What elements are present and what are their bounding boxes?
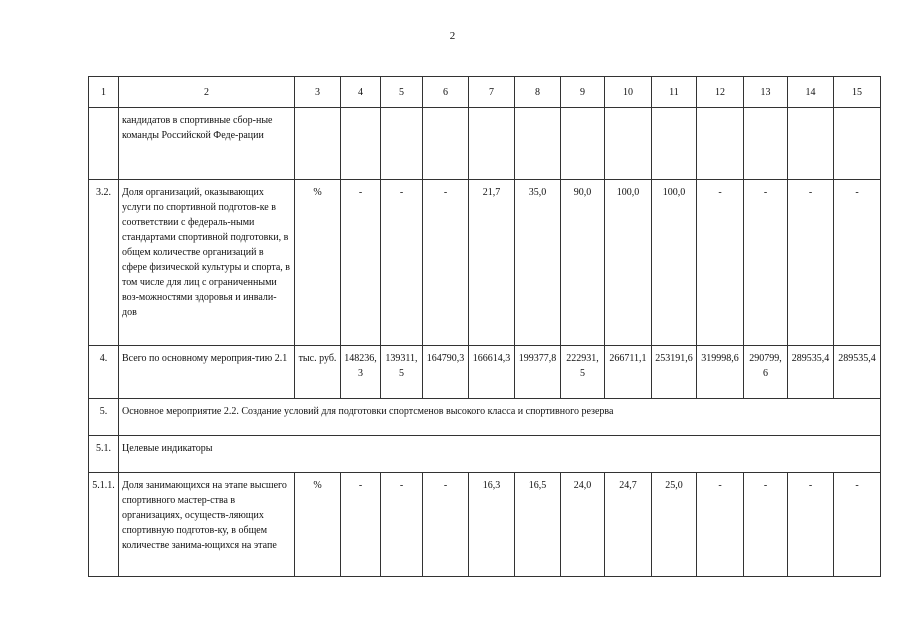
row-code-cell: 3.2. xyxy=(89,180,119,346)
unit-cell: тыс. руб. xyxy=(295,346,341,399)
table-row xyxy=(89,108,881,180)
value-cell: - xyxy=(788,473,834,577)
value-cell: - xyxy=(381,180,423,346)
value-cell: - xyxy=(834,180,881,346)
section-title-cell: Целевые индикаторы xyxy=(119,436,881,473)
column-number-cell: 8 xyxy=(515,77,561,108)
table-row xyxy=(89,399,881,436)
value-cell: 289535,4 xyxy=(788,346,834,399)
value-cell: - xyxy=(381,473,423,577)
column-number-cell: 10 xyxy=(605,77,652,108)
indicators-table xyxy=(88,76,881,577)
value-cell: 166614,3 xyxy=(469,346,515,399)
column-number-cell: 9 xyxy=(561,77,605,108)
indicator-name-cell: Доля занимающихся на этапе высшего спортивного мастер-ства в организациях, осуществ-ляющих спортивную подготов-ку, в общем количестве занима-ющихся на этапе xyxy=(119,473,295,577)
column-number-cell: 1 xyxy=(89,77,119,108)
table-row xyxy=(89,346,881,399)
unit-cell: % xyxy=(295,473,341,577)
unit-cell: % xyxy=(295,180,341,346)
value-cell: 199377,8 xyxy=(515,346,561,399)
value-cell: - xyxy=(697,180,744,346)
column-number-cell: 15 xyxy=(834,77,881,108)
value-cell xyxy=(423,108,469,180)
value-cell xyxy=(515,108,561,180)
value-cell xyxy=(652,108,697,180)
value-cell: 24,0 xyxy=(561,473,605,577)
value-cell: 139311,5 xyxy=(381,346,423,399)
value-cell xyxy=(744,108,788,180)
table-row xyxy=(89,436,881,473)
indicator-name-cell: Всего по основному мероприя-тию 2.1 xyxy=(119,346,295,399)
value-cell xyxy=(341,108,381,180)
indicator-name-cell: кандидатов в спортивные сбор-ные команды Российской Феде-рации xyxy=(119,108,295,180)
value-cell: 16,3 xyxy=(469,473,515,577)
value-cell: - xyxy=(423,180,469,346)
value-cell: - xyxy=(744,473,788,577)
row-code-cell: 5. xyxy=(89,399,119,436)
unit-cell xyxy=(295,108,341,180)
value-cell xyxy=(834,108,881,180)
value-cell xyxy=(561,108,605,180)
indicator-name-cell: Доля организаций, оказывающих услуги по спортивной подготов-ке в соответствии с федераль-ными стандартами спортивной подготовки, в общем количестве организаций в сфере физической культуры и спорта, в том числе для лиц с ограниченными воз-можностями здоровья и инвали-дов xyxy=(119,180,295,346)
value-cell xyxy=(697,108,744,180)
value-cell: 100,0 xyxy=(605,180,652,346)
section-title-cell: Основное мероприятие 2.2. Создание условий для подготовки спортсменов высокого класса и спортивного резерва xyxy=(119,399,881,436)
value-cell: 319998,6 xyxy=(697,346,744,399)
value-cell: 289535,4 xyxy=(834,346,881,399)
value-cell: 266711,1 xyxy=(605,346,652,399)
value-cell: 24,7 xyxy=(605,473,652,577)
column-number-cell: 12 xyxy=(697,77,744,108)
column-number-cell: 6 xyxy=(423,77,469,108)
column-number-cell: 3 xyxy=(295,77,341,108)
value-cell: 90,0 xyxy=(561,180,605,346)
value-cell: 21,7 xyxy=(469,180,515,346)
value-cell: 100,0 xyxy=(652,180,697,346)
value-cell: - xyxy=(697,473,744,577)
row-code-cell: 5.1.1. xyxy=(89,473,119,577)
value-cell: 16,5 xyxy=(515,473,561,577)
column-number-cell: 5 xyxy=(381,77,423,108)
value-cell: 253191,6 xyxy=(652,346,697,399)
value-cell: 290799,6 xyxy=(744,346,788,399)
column-number-cell: 7 xyxy=(469,77,515,108)
row-code-cell xyxy=(89,108,119,180)
value-cell: 222931,5 xyxy=(561,346,605,399)
value-cell: 164790,3 xyxy=(423,346,469,399)
column-number-cell: 13 xyxy=(744,77,788,108)
value-cell: 35,0 xyxy=(515,180,561,346)
value-cell: - xyxy=(341,473,381,577)
column-number-cell: 2 xyxy=(119,77,295,108)
value-cell: - xyxy=(744,180,788,346)
table-row xyxy=(89,180,881,346)
column-number-row xyxy=(89,77,881,108)
row-code-cell: 5.1. xyxy=(89,436,119,473)
value-cell xyxy=(469,108,515,180)
column-number-cell: 4 xyxy=(341,77,381,108)
row-code-cell: 4. xyxy=(89,346,119,399)
value-cell: 148236,3 xyxy=(341,346,381,399)
value-cell: - xyxy=(788,180,834,346)
value-cell: 25,0 xyxy=(652,473,697,577)
table-row xyxy=(89,473,881,577)
column-number-cell: 14 xyxy=(788,77,834,108)
value-cell xyxy=(605,108,652,180)
value-cell: - xyxy=(834,473,881,577)
page-number: 2 xyxy=(449,30,456,42)
value-cell xyxy=(788,108,834,180)
value-cell: - xyxy=(341,180,381,346)
value-cell xyxy=(381,108,423,180)
column-number-cell: 11 xyxy=(652,77,697,108)
value-cell: - xyxy=(423,473,469,577)
